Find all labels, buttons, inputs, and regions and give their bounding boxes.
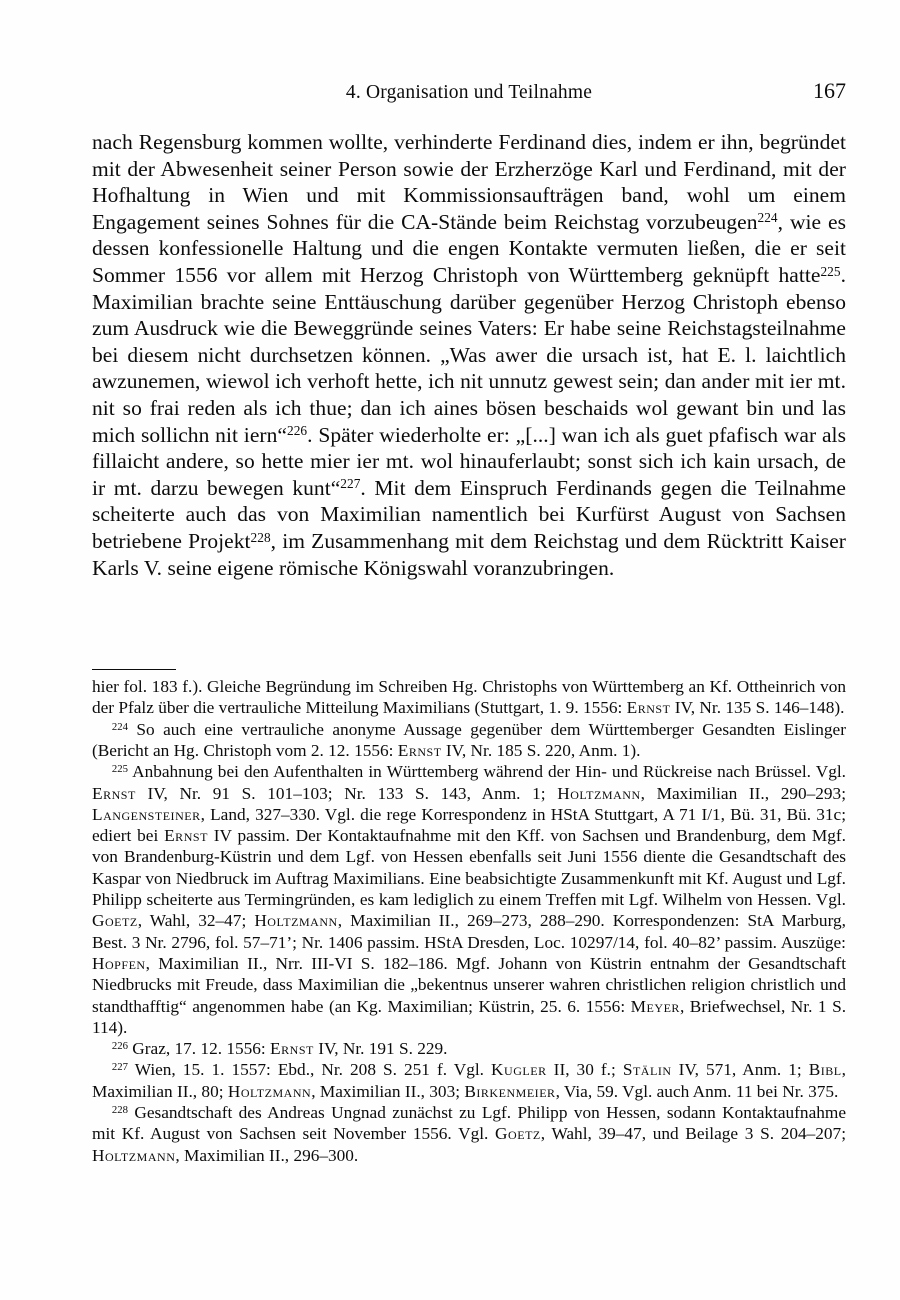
text-run: Wien, 15. 1. 1557: Ebd., Nr. 208 S. 251 f. Vgl. [134,1060,492,1080]
author-smallcaps: Goetz [495,1124,541,1144]
author-smallcaps: Goetz [92,911,138,931]
author-smallcaps: Holtzmann [254,911,338,931]
body-paragraph [92,129,846,581]
author-smallcaps: Ernst [626,698,671,718]
text-run: So auch eine vertrauliche anonyme Aussage gegenüber dem Württemberger Gesandten Eislinger (Bericht an Hg. Christoph vom 2. 12. 1556: [92,719,846,760]
text-block [92,80,846,1166]
text-run: nach Regensburg kommen wollte, verhinderte Ferdinand dies, indem er ihn, begründet mit der Abwesenheit seiner Person sowie der Erzherzöge Karl und Ferdinand, mit der Hofhaltung in Wien und mit Kommissionsaufträgen band, wohl um einem Engagement seines Sohnes für die CA-Stände beim Reichstag vorzubeugen [92,130,846,234]
text-run: IV, Nr. 135 S. 146–148). [670,698,845,718]
page-number: 167 [813,78,846,103]
text-run: , Maximilian II., Nrr. III-VI S. 182–186. Mgf. Johann von Küstrin entnahm der Gesandtschaft Niedbrucks mit Freude, dass Maximilian die „bekentnus unserer wahren christlichen religion christlich und standthafftig“ angenommen habe (an Kg. Maximilian; Küstrin, 25. 6. 1556: [92,953,846,1016]
footnote-ref: 225 [820,263,841,279]
text-run: . Später wiederholte er: „[...] wan ich als guet pfafisch war als fillaicht andere, so hette mier ier mt. wol hinauferlaubt; sonst sich ich kain ursach, de ir mt. darzu bewegen kunt“ [92,422,846,500]
text-run: , Briefwechsel, Nr. 1 S. 114). [92,996,847,1037]
author-smallcaps: Bibl [808,1060,842,1080]
main-text [92,129,846,581]
text-run: , Maximilian II., 303; [311,1081,465,1101]
author-smallcaps: Holtzmann [92,1145,176,1165]
footnote-ref: 226 [286,423,308,439]
text-run: II, 30 f.; [546,1060,623,1080]
footnote-marker: 228 [111,1103,128,1116]
text-run: , Maximilian II., 269–273, 288–290. Korrespondenzen: StA Marburg, Best. 3 Nr. 2796, fol. 57–71’; Nr. 1406 passim. HStA Dresden, Loc. 10297/14, fol. 40–82’ passim. Auszüge: [92,911,846,952]
text-run: IV, Nr. 191 S. 229. [313,1039,448,1059]
text-run: , Via, 59. Vgl. auch Anm. 11 bei Nr. 375. [555,1081,839,1101]
text-run: , im Zusammenhang mit dem Reichstag und dem Rücktritt Kaiser Karls V. seine eigene römische Königswahl voranzubringen. [92,528,846,580]
footnote-continuation [92,676,846,719]
footnote-227 [92,1059,846,1102]
author-smallcaps: Birkenmeier [464,1081,556,1101]
text-run: IV, 571, Anm. 1; [671,1060,809,1080]
author-smallcaps: Holtzmann [227,1081,312,1101]
author-smallcaps: Hopfen [92,953,146,973]
text-run: , Wahl, 32–47; [137,911,255,931]
author-smallcaps: Meyer [630,996,680,1016]
author-smallcaps: Stälin [622,1060,672,1080]
text-run: Gesandtschaft des Andreas Ungnad zunächst zu Lgf. Philipp von Hessen, sodann Kontaktaufnahme mit Kf. August von Sachsen seit November 1556. Vgl. [92,1103,846,1144]
footnote-ref: 224 [757,210,778,226]
text-run: , Maximilian II., 296–300. [175,1145,359,1165]
footnote-ref: 228 [250,529,271,545]
chapter-title: 4. Organisation und Teilnahme [345,82,593,103]
footnotes-list [92,676,846,1166]
text-run: , Maximilian II., 290–293; [640,783,846,803]
text-run: . Maximilian brachte seine Enttäuschung darüber gegenüber Herzog Christoph ebenso zum Ausdruck wie die Beweggründe seines Vaters: Er habe seine Reichstagsteilnahme bei diesem nicht durchsetzen können. „Was awer die ursach ist, hat E. l. laichtlich awzunemen, wiewol ich verhoft hette, ich nit unnutz gewest sein; dan ander mit ier mt. nit so frai reden als ich thue; dan ich aines bösen beschaids wol gewant bin und las mich sollichn nit iern“ [92,262,846,447]
text-run: Graz, 17. 12. 1556: [132,1039,271,1059]
author-smallcaps: Ernst [270,1039,314,1059]
footnote-separator-rule [92,669,176,670]
author-smallcaps: Ernst [164,826,208,846]
text-run: IV passim. Der Kontaktaufnahme mit den Kff. von Sachsen und Brandenburg, dem Mgf. von Brandenburg-Küstrin und dem Lgf. von Hessen ebenfalls seit Juni 1556 diente die Gesandtschaft des Kaspar von Niedbruck im Auftrag Maximilians. Eine beabsichtigte Zusammenkunft mit Kf. August und Lgf. Philipp scheiterte aus Termingründen, es kam lediglich zu einem Treffen mit Lgf. Wilhelm von Hessen. Vgl. [92,826,847,910]
footnote-225 [92,761,846,1038]
footnote-228 [92,1102,846,1166]
text-run: . Mit dem Einspruch Ferdinands gegen die Teilnahme scheiterte auch das von Maximilian namentlich bei Kurfürst August von Sachsen betriebene Projekt [92,475,846,553]
author-smallcaps: Kugler [491,1060,547,1080]
author-smallcaps: Ernst [397,740,442,760]
footnote-224 [92,719,846,762]
text-run: , Wahl, 39–47, und Beilage 3 S. 204–207; [540,1124,846,1144]
text-run: , Land, 327–330. Vgl. die rege Korrespondenz in HStA Stuttgart, A 71 I/1, Bü. 31, Bü. 31c; ediert bei [92,804,846,846]
footnote-ref: 227 [340,476,361,492]
author-smallcaps: Holtzmann [557,783,641,803]
footnote-226 [92,1038,846,1059]
author-smallcaps: Langensteiner [92,804,201,824]
text-run: , wie es dessen konfessionelle Haltung und die engen Kontakte vermuten ließen, die er seit Sommer 1556 vor allem mit Herzog Christoph von Württemberg geknüpft hatte [92,209,846,287]
author-smallcaps: Ernst [92,783,136,803]
footnote-marker: 224 [111,720,128,733]
running-header [92,80,846,106]
text-run: , Maximilian II., 80; [92,1060,846,1101]
text-run: hier fol. 183 f.). Gleiche Begründung im Schreiben Hg. Christophs von Württemberg an Kf. Ottheinrich von der Pfalz über die vertrauliche Mitteilung Maximilians (Stuttgart, 1. 9. 1556: [92,677,846,718]
footnote-marker: 226 [111,1040,128,1052]
text-run: IV, Nr. 91 S. 101–103; Nr. 133 S. 143, Anm. 1; [135,783,558,803]
footnote-marker: 227 [111,1061,128,1074]
text-run: Anbahnung bei den Aufenthalten in Württemberg während der Hin- und Rückreise nach Brüssel. Vgl. [132,762,846,782]
text-run: IV, Nr. 185 S. 220, Anm. 1). [441,740,641,760]
footnote-marker: 225 [111,763,128,776]
